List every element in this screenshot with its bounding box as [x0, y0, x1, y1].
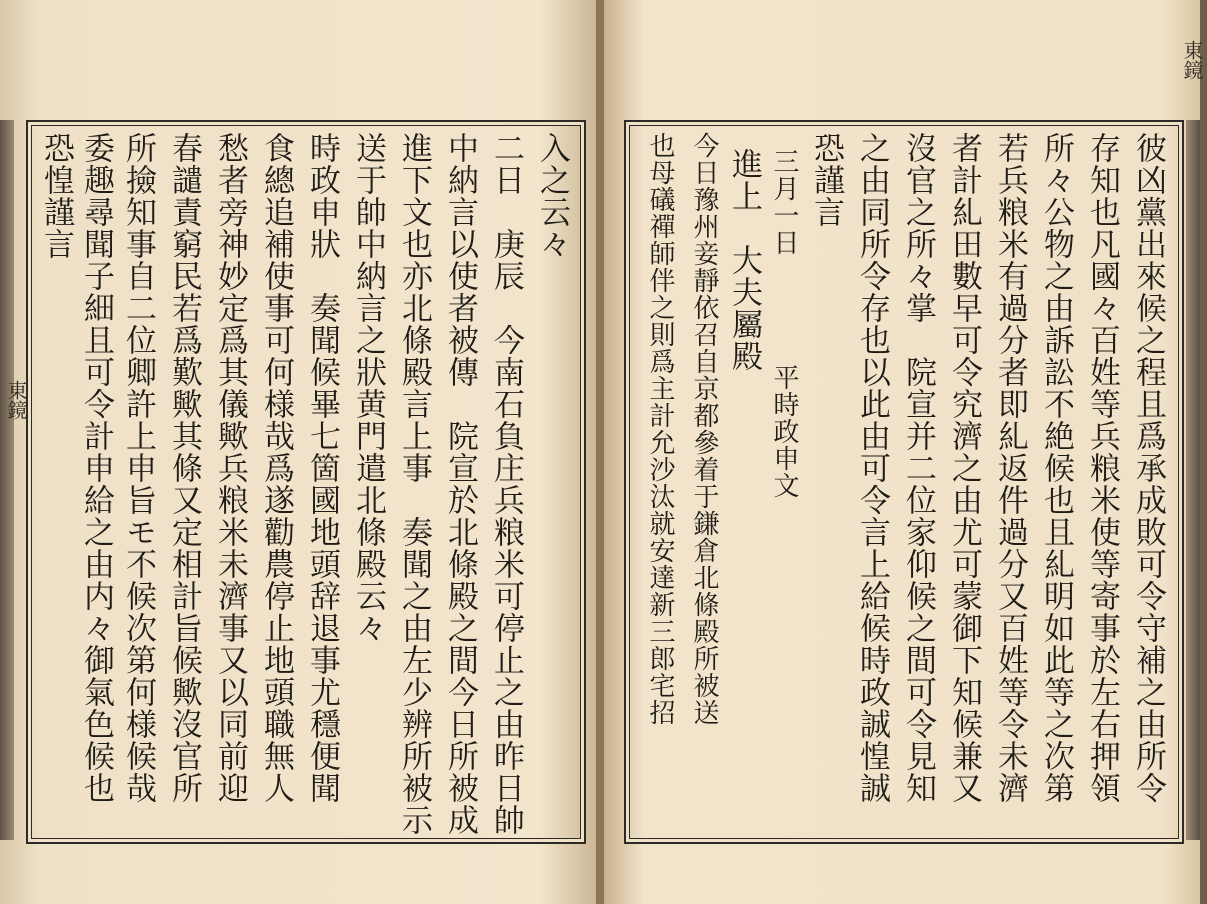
left-column-11: 委趣尋聞子細且可令計申給之由内々御氣色候也 — [78, 132, 114, 804]
left-column-2: 二日 庚辰 今南石負庄兵粮米可停止之由昨日帥 — [488, 132, 524, 836]
left-column-12: 恐惶謹言 — [38, 132, 74, 260]
right-column-1: 彼凶黨出來候之程且爲承成敗可令守補之由所令 — [1130, 132, 1166, 804]
left-column-3: 中納言以使者被傳 院宣於北條殿之間今日所被成 — [442, 132, 478, 836]
left-column-10: 所撿知事自二位卿許上申旨モ不候次第何様候哉 — [120, 132, 156, 804]
right-column-10: 進上 大夫屬殿 — [726, 148, 762, 372]
right-column-5: 者計糺田數早可令究濟之由尤可蒙御下知候兼又 — [946, 132, 982, 804]
right-column-3: 所々公物之由訴訟不絶候也且糺明如此等之次第 — [1038, 132, 1074, 804]
left-column-9: 春譴責窮民若爲歎歟其條又定相計旨候歟沒官所 — [166, 132, 202, 804]
right-column-6: 沒官之所々掌 院宣并二位家仰候之間可令見知 — [900, 132, 936, 804]
right-spine-title: 東鏡 — [1180, 40, 1204, 80]
left-fore-edge — [0, 120, 14, 840]
right-column-9: 三月一日 平時政申文 — [769, 148, 799, 499]
right-fore-edge — [1186, 120, 1200, 840]
right-column-7: 之由同所令存也以此由可令言上給候時政誠惶誠 — [854, 132, 890, 804]
left-spine-title: 東鏡 — [4, 380, 28, 420]
right-column-12: 也母礒禪師伴之則爲主計允沙汰就安達新三郎宅招 — [645, 132, 675, 726]
right-column-8: 恐謹言 — [808, 132, 844, 228]
right-column-4: 若兵粮米有過分者即糺返件過分又百姓等令未濟 — [992, 132, 1028, 804]
left-column-5: 送于帥中納言之狀黄門遣北條殿云々 — [350, 132, 386, 644]
left-column-7: 食總追補使事可何様哉爲遂勸農停止地頭職無人 — [258, 132, 294, 804]
left-column-4: 進下文也亦北條殿言上事 奏聞之由左少辨所被示 — [396, 132, 432, 836]
right-column-11: 今日豫州妾靜依召自京都參着于鎌倉北條殿所被送 — [689, 132, 719, 726]
left-column-6: 時政申狀 奏聞候畢七箇國地頭辞退事尤穩便聞 — [304, 132, 340, 804]
left-column-8: 愁者旁神妙定爲其儀歟兵粮米未濟事又以同前迎 — [212, 132, 248, 804]
left-column-1: 入之云々 — [534, 132, 570, 260]
right-column-2: 存知也凡國々百姓等兵粮米使等寄事於左右押領 — [1084, 132, 1120, 804]
